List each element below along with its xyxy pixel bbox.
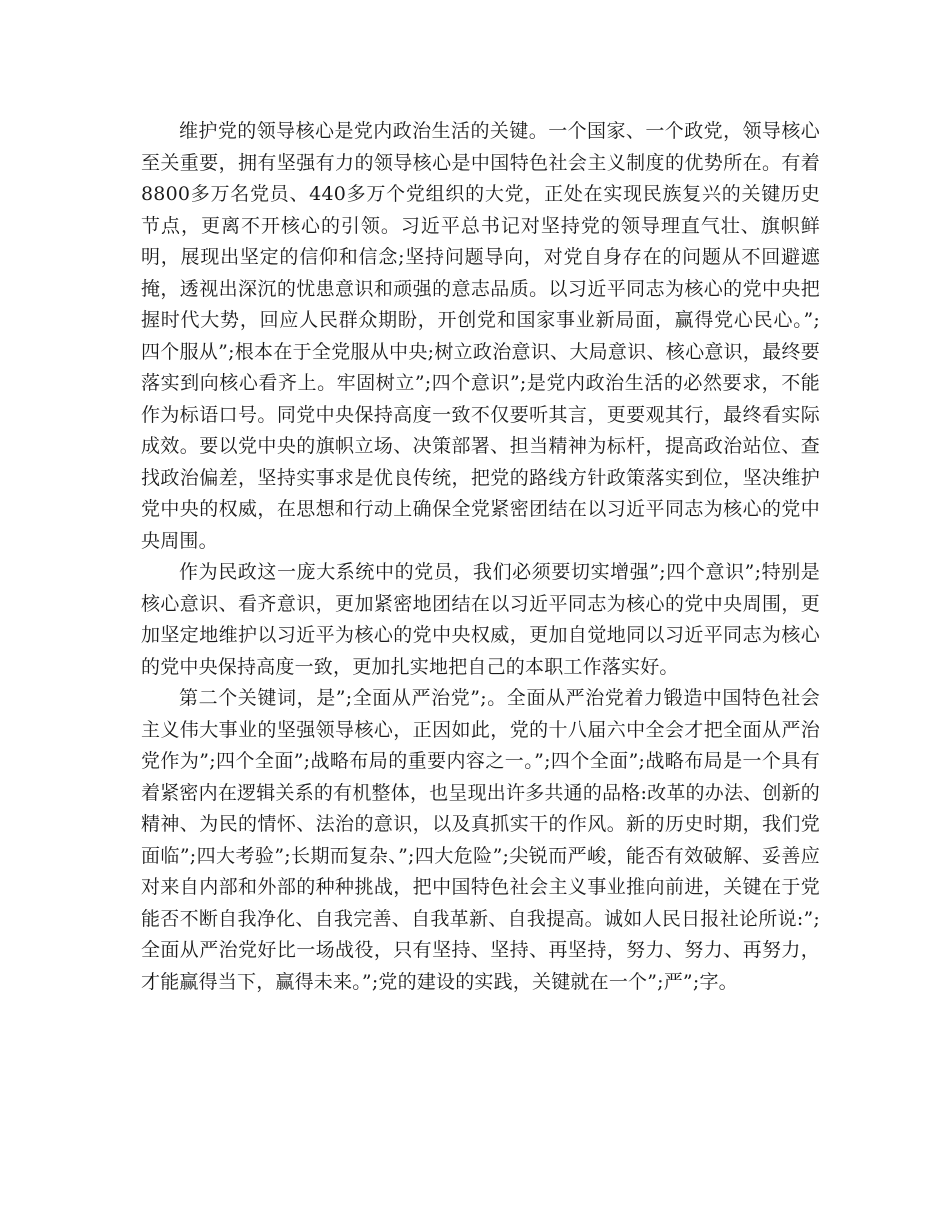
paragraph-four-consciousness: 作为民政这一庞大系统中的党员，我们必须要切实增强”;四个意识”;特别是核心意识、看齐意识，更加紧密地团结在以习近平同志为核心的党中央周围，更加坚定地维护以习近平为核心的党中央权威，更加自觉地同以习近平同志为核心的党中央保持高度一致，更加扎实地把自己的本职工作落实好。 — [141, 561, 820, 678]
paragraph-core-leadership: 维护党的领导核心是党内政治生活的关键。一个国家、一个政党，领导核心至关重要，拥有坚强有力的领导核心是中国特色社会主义制度的优势所在。有着8800多万名党员、440多万个党组织的大党，正处在实现民族复兴的关键历史节点，更离不开核心的引领。习近平总书记对坚持党的领导理直气壮、旗帜鲜明，展现出坚定的信仰和信念;坚持问题导向，对党自身存在的问题从不回避遮掩，透视出深沉的忧患意识和顽强的意志品质。以习近平同志为核心的党中央把握时代大势，回应人民群众期盼，开创党和国家事业新局面，赢得党心民心。”;四个服从”;根本在于全党服从中央;树立政治意识、大局意识、核心意识，最终要落实到向核心看齐上。牢固树立”;四个意识”;是党内政治生活的必然要求，不能作为标语口号。同党中央保持高度一致不仅要听其言，更要观其行，最终看实际成效。要以党中央的旗帜立场、决策部署、担当精神为标杆，提高政治站位、查找政治偏差，坚持实事求是优良传统，把党的路线方针政策落实到位，坚决维护党中央的权威，在思想和行动上确保全党紧密团结在以习近平同志为核心的党中央周围。 — [141, 120, 820, 552]
paragraph-strict-governance: 第二个关键词，是”;全面从严治党”;。全面从严治党着力锻造中国特色社会主义伟大事业的坚强领导核心，正因如此，党的十八届六中全会才把全面从严治党作为”;四个全面”;战略布局的重要内容之一。”;四个全面”;战略布局是一个具有着紧密内在逻辑关系的有机整体，也呈现出许多共通的品格:改革的办法、创新的精神、为民的情怀、法治的意识，以及真抓实干的作风。新的历史时期，我们党面临”;四大考验”;长期而复杂、”;四大危险”;尖锐而严峻，能否有效破解、妥善应对来自内部和外部的种种挑战，把中国特色社会主义事业推向前进，关键在于党能否不断自我净化、自我完善、自我革新、自我提高。诚如人民日报社论所说:”;全面从严治党好比一场战役，只有坚持、坚持、再坚持，努力、努力、再努力，才能赢得当下，赢得未来。”;党的建设的实践，关键就在一个”;严”;字。 — [141, 687, 820, 993]
